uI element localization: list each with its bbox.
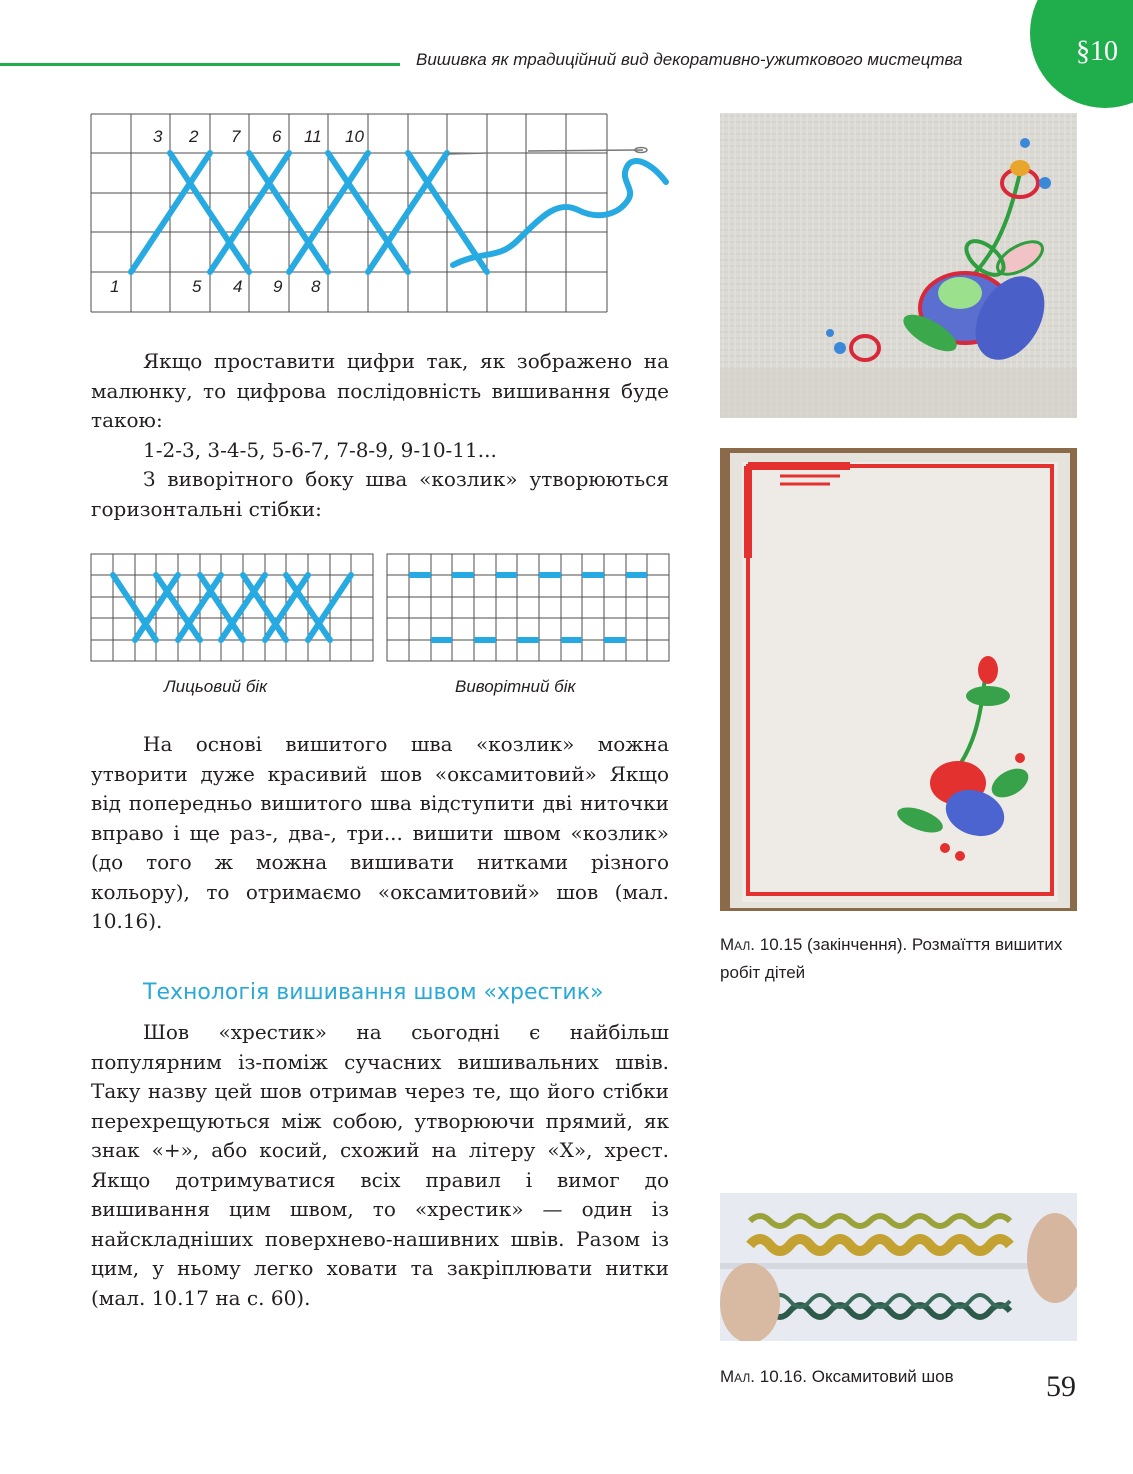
embroidery-photo-corner	[720, 113, 1077, 418]
paragraph: З виворітного боку шва «козлик» утворюються горизонтальні стібки:	[91, 467, 669, 521]
figure-label: Мал.	[720, 935, 756, 954]
top-number: 6	[272, 127, 282, 146]
paragraph: На основі вишитого шва «козлик» можна утворити дуже красивий шов «оксамитовий» Якщо від попередньо вишитого шва відступити дві ниточки вправо і ще раз-, два-, три... вишити швом «козлик» (до того ж можна вишивати нитками різного кольору), то отримаємо «оксамитовий» шов (мал. 10.16).	[91, 732, 669, 933]
text-block-bottom	[91, 1018, 669, 1313]
figure-label: Мал.	[720, 1367, 756, 1386]
bottom-number: 9	[273, 277, 283, 296]
top-number: 11	[304, 127, 322, 146]
running-header: Вишивка як традиційний вид декоративно-ужиткового мистецтва	[416, 50, 963, 69]
paragraph: Шов «хрестик» на сьогодні є найбільш популярним із-поміж сучасних вишивальних швів. Таку назву цей шов отримав через те, що його стібки перехрещуються між собою, утворюючи прямий, як знак «+», або косий, схожий на літеру «Х», хрест. Якщо дотримуватися всіх правил і вимог до вишивання цим швом, то «хрестик» — один із найскладніших поверхнево-нашивних швів. Разом із цим, у ньому легко ховати та закріплювати нитки (мал. 10.17 на с. 60).	[91, 1020, 669, 1310]
kozlyk-stitch-diagram	[88, 110, 678, 318]
header-rule	[0, 63, 400, 66]
front-side-caption: Лицьовий бік	[164, 677, 268, 696]
velvet-stitch-photo	[720, 1193, 1077, 1341]
back-side-diagram	[386, 553, 670, 663]
section-number: §10	[1076, 36, 1118, 67]
embroidery-photo-napkin	[720, 448, 1077, 911]
bottom-number: 8	[311, 277, 321, 296]
top-number: 2	[189, 127, 199, 146]
bottom-number: 1	[110, 277, 120, 296]
page-number: 59	[1046, 1370, 1076, 1403]
paragraph: Якщо проставити цифри так, як зображено на малюнку, то цифрова послідовність вишивання буде такою:	[91, 349, 669, 432]
figure-caption-text: 10.15 (закінчення). Розмаїття вишитих робіт дітей	[720, 935, 1063, 982]
top-number: 3	[153, 127, 163, 146]
top-number: 7	[231, 127, 241, 146]
sequence-line: 1-2-3, 3-4-5, 5-6-7, 7-8-9, 9-10-11...	[143, 437, 497, 462]
embroidery-photo-corner-art	[720, 113, 1077, 418]
section-subheading: Технологія вишивання швом «хрестик»	[143, 980, 604, 1005]
bottom-number: 4	[233, 277, 243, 296]
figure-caption-10-15	[720, 931, 1080, 987]
figure-caption-10-16	[720, 1363, 1080, 1391]
section-badge	[1030, 0, 1133, 108]
text-block-top	[91, 347, 669, 524]
embroidery-photo-napkin-art	[720, 448, 1077, 911]
figure-caption-text: 10.16. Оксамитовий шов	[755, 1367, 954, 1386]
front-side-diagram	[90, 553, 374, 663]
velvet-stitch-photo-art	[720, 1193, 1077, 1341]
top-number: 10	[345, 127, 364, 146]
back-side-caption: Виворітний бік	[455, 677, 576, 696]
text-block-middle	[91, 730, 669, 937]
bottom-number: 5	[192, 277, 202, 296]
